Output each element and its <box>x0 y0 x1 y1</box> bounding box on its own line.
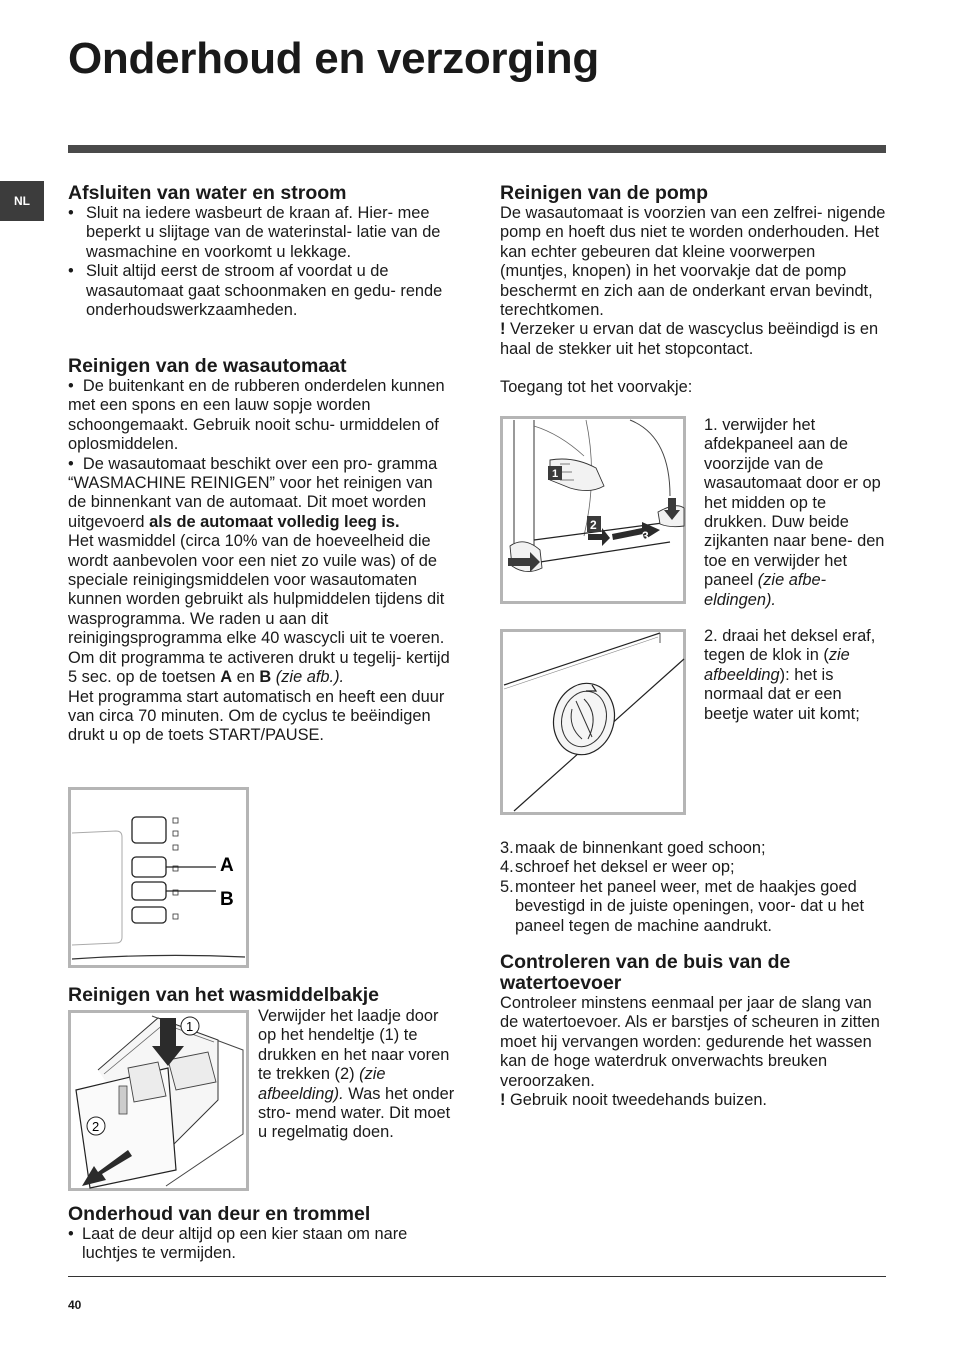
steps-3-5 <box>500 839 886 936</box>
page-number: 40 <box>68 1298 82 1312</box>
paragraph: Het wasmiddel (circa 10% van de hoeveelheid die wordt aanbevolen voor een niet zo vuile was) of de speciale reinigingsmiddelen voor wasautomaten kunnen worden gebruikt als hulpmiddelen tijdens dit wasprogramma. We raden u aan dit reinigingsprogramma elke 40 wascycli uit te voeren. <box>68 532 445 648</box>
section-hose <box>500 952 886 1110</box>
warning: ! Verzeker u ervan dat de wascyclus beëindigd is en haal de stekker uit het stopcontact. <box>500 320 879 358</box>
list-item: • Laat de deur altijd op een kier staan om nare luchtjes te vermijden. <box>68 1225 408 1263</box>
list-item: • Sluit altijd eerst de stroom af voordat u de wasautomaat gaat schoonmaken en gedu- rende onderhoudswerkzaamheden. <box>68 262 443 320</box>
panel-removal-figure <box>500 416 686 604</box>
drawer-text: Verwijder het laadje door op het hendeltje (1) te drukken en het naar voren te trekken (2) (zie afbeelding). Was het onder stro- mend water. Dit moet u regelmatig doen. <box>258 1007 455 1142</box>
paragraph: Toegang tot het voorvakje: <box>500 378 693 397</box>
paragraph: De wasautomaat is voorzien van een zelfrei- nigende pomp en hoeft dus niet te worden onderhouden. Het kan echter gebeuren dat kleine voorwerpen (muntjes, knopen) in het voorvakje dat de pomp beschermt en zich aan de onderkant ervan bevindt, terechtkomen. <box>500 204 886 320</box>
control-panel-figure <box>68 787 249 968</box>
paragraph: Om dit programma te activeren drukt u tegelij- kertijd 5 sec. op de toetsen A en B (zie afb.). <box>68 648 450 687</box>
paragraph: • De wasautomaat beschikt over een pro- gramma “WASMACHINE REINIGEN” voor het reinigen van de binnenkant van de automaat. Dit moet worden uitgevoerd als de automaat volledig leeg is. <box>68 454 438 531</box>
list-item: 3. maak de binnenkant goed schoon; <box>500 839 766 857</box>
heading-drawer: Reinigen van het wasmiddelbakje <box>68 984 380 1006</box>
paragraph: Controleer minstens eenmaal per jaar de slang van de watertoevoer. Als er barstjes of scheuren in zitten moet hij vervangen worden: gedurende het wassen kan de hoge waterdruk onverwachts breuken veroorzaken. <box>500 994 880 1090</box>
callout-2: 2 <box>92 1119 100 1134</box>
list-item: 5. monteer het paneel weer, met de haakjes goed bevestigd in de juiste openingen, voor- dat u het paneel tegen de machine aandrukt. <box>500 877 864 935</box>
heading-water: Afsluiten van water en stroom <box>68 182 347 204</box>
page-title: Onderhoud en verzorging <box>68 34 599 83</box>
list-item: 4. schroef het deksel er weer op; <box>500 858 735 877</box>
paragraph: • De buitenkant en de rubberen onderdelen kunnen met een spons en een lauw sopje worden schoongemaakt. Gebruik nooit schu- urmiddelen of oplosmiddelen. <box>68 377 445 454</box>
callout-1: 1 <box>186 1019 194 1034</box>
callout-3: 3 <box>642 529 649 543</box>
section-water <box>68 183 452 320</box>
callout-1: 1 <box>552 468 559 480</box>
heading-door: Onderhoud van deur en trommel <box>68 1203 371 1225</box>
section-pump <box>500 183 886 398</box>
pump-cover-figure <box>500 629 686 815</box>
step-2: 2. draai het deksel eraf, tegen de klok in (zie afbeelding): het is normaal dat er een beetje water uit komt; <box>704 627 876 723</box>
list-item: • Sluit na iedere wasbeurt de kraan af. Hier- mee beperkt u slijtage van de waterinstal- latie van de wasmachine en voorkomt u lekkage. <box>68 204 441 261</box>
title-rule <box>68 145 886 153</box>
language-tab: NL <box>0 181 44 221</box>
drawer-figure <box>68 1010 249 1191</box>
section-machine <box>68 356 452 746</box>
section-door <box>68 1204 452 1264</box>
footer-rule <box>68 1276 886 1277</box>
heading-pump: Reinigen van de pomp <box>500 182 709 204</box>
warning: ! Gebruik nooit tweedehands buizen. <box>500 1091 767 1110</box>
label-a: A <box>220 855 234 876</box>
paragraph: Het programma start automatisch en heeft een duur van circa 70 minuten. Om de cyclus te beëindigen drukt u op de toets START/PAUSE. <box>68 687 445 745</box>
label-b: B <box>220 889 234 910</box>
heading-hose: Controleren van de buis van de watertoevoer <box>500 951 791 994</box>
heading-machine: Reinigen van de wasautomaat <box>68 355 347 377</box>
callout-2: 2 <box>590 518 597 532</box>
step-1: 1. verwijder het afdekpaneel aan de voorzijde van de wasautomaat door er op het midden op te drukken. Duw beide zijkanten naar bene- den toe en verwijder het paneel (zie afbe- eldingen). <box>704 416 885 609</box>
